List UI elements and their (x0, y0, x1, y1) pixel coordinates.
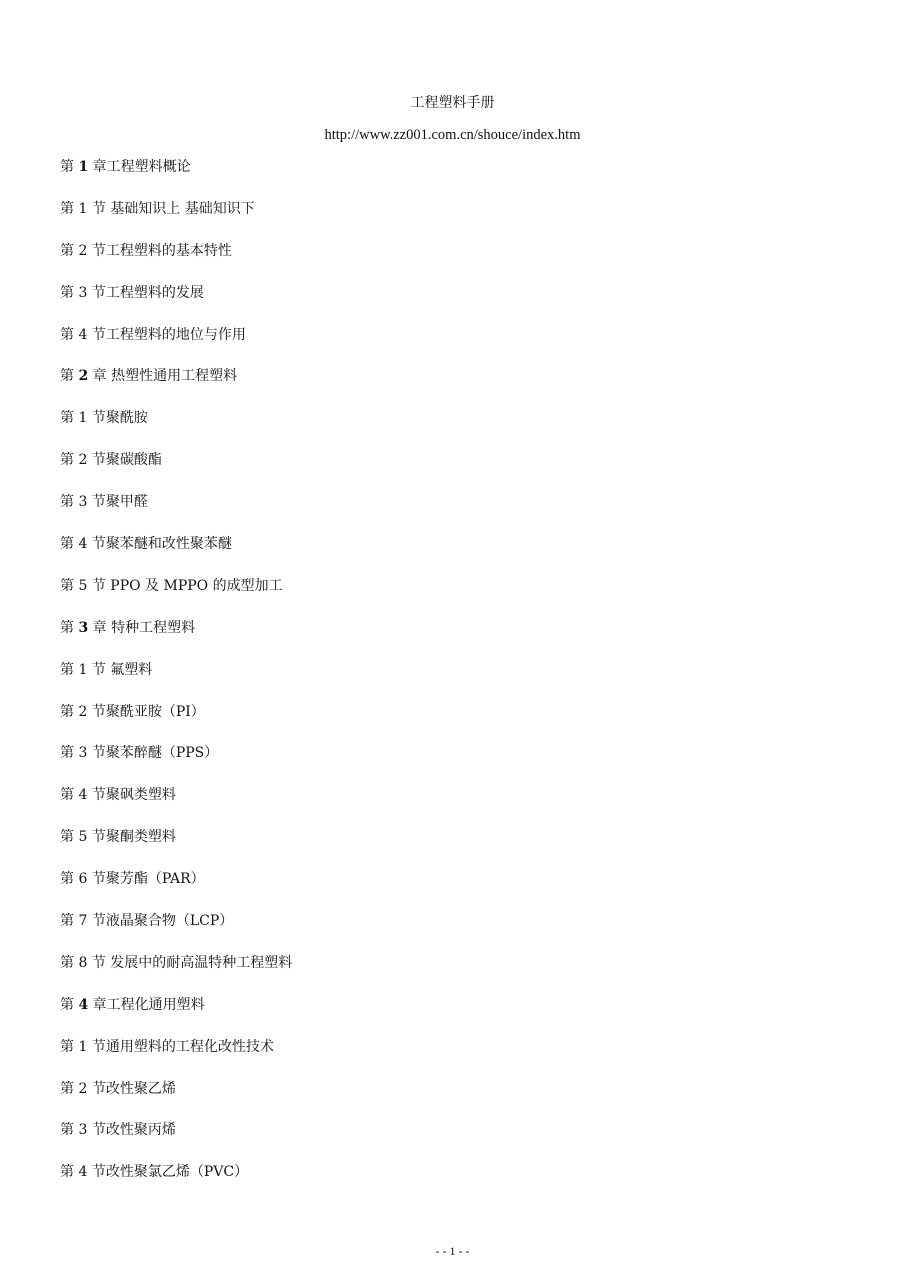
toc-entry-post: 节改性聚丙烯 (87, 1122, 176, 1139)
toc-entry-num: 4 (78, 996, 89, 1013)
toc-entry-pre: 第 (60, 368, 79, 385)
toc-entry-num: 7 (78, 913, 88, 930)
document-title: 工程塑料手册 (410, 95, 495, 111)
toc-entry-pre: 第 (60, 1122, 79, 1139)
toc-entry-num: 1 (78, 410, 88, 427)
toc-chapter-entry (60, 367, 292, 409)
toc-entry-post: 章 特种工程塑料 (88, 619, 196, 636)
toc-entry-num: 5 (78, 829, 88, 846)
toc-entry-pre: 第 (60, 619, 79, 636)
toc-entry-pre: 第 (60, 871, 79, 888)
toc-section-entry (60, 954, 292, 996)
toc-entry-pre: 第 (60, 954, 79, 971)
toc-entry-pre: 第 (60, 1164, 79, 1181)
toc-entry-post: 节工程塑料的发展 (87, 284, 204, 301)
toc-section-entry (60, 744, 292, 786)
toc-section-entry (60, 912, 292, 954)
toc-entry-pre: 第 (60, 452, 79, 469)
toc-entry-pre: 第 (60, 577, 79, 594)
toc-entry-post: 节改性聚乙烯 (87, 1080, 176, 1097)
toc-entry-pre: 第 (60, 494, 79, 511)
toc-section-entry (60, 661, 292, 703)
table-of-contents (60, 158, 292, 1205)
toc-entry-num: 3 (78, 284, 88, 301)
toc-entry-post: 节工程塑料的地位与作用 (87, 326, 246, 343)
toc-section-entry (60, 493, 292, 535)
toc-entry-pre: 第 (60, 913, 79, 930)
toc-entry-num: 4 (78, 1164, 88, 1181)
toc-section-entry (60, 242, 292, 284)
toc-section-entry (60, 1038, 292, 1080)
toc-entry-num: 2 (78, 368, 89, 385)
toc-section-entry (60, 451, 292, 493)
toc-entry-post: 节聚苯醚和改性聚苯醚 (87, 536, 232, 553)
toc-entry-num: 2 (78, 242, 88, 259)
toc-entry-post: 节聚芳酯（PAR） (87, 871, 205, 888)
toc-entry-num: 4 (78, 536, 88, 553)
page-number: - - 1 - - (435, 1244, 470, 1258)
toc-entry-post: 节工程塑料的基本特性 (87, 242, 232, 259)
toc-entry-post: 章工程化通用塑料 (88, 996, 205, 1013)
toc-entry-pre: 第 (60, 410, 79, 427)
toc-entry-num: 3 (78, 745, 88, 762)
toc-entry-pre: 第 (60, 745, 79, 762)
toc-entry-num: 5 (78, 577, 88, 594)
toc-entry-post: 节聚苯醉醚（PPS） (87, 745, 219, 762)
toc-chapter-entry (60, 619, 292, 661)
toc-entry-post: 节聚酮类塑料 (87, 829, 176, 846)
toc-entry-num: 1 (78, 200, 88, 217)
toc-entry-pre: 第 (60, 536, 79, 553)
toc-entry-num: 3 (78, 1122, 88, 1139)
toc-entry-num: 3 (78, 494, 88, 511)
toc-entry-post: 节 PPO 及 MPPO 的成型加工 (87, 577, 283, 594)
toc-entry-post: 节 发展中的耐高温特种工程塑料 (87, 954, 293, 971)
toc-entry-num: 8 (78, 954, 88, 971)
toc-section-entry (60, 1121, 292, 1163)
toc-entry-num: 4 (78, 326, 88, 343)
toc-section-entry (60, 828, 292, 870)
toc-entry-pre: 第 (60, 242, 79, 259)
toc-entry-num: 1 (78, 661, 88, 678)
toc-entry-post: 节聚酰亚胺（PI） (87, 703, 205, 720)
toc-entry-num: 1 (78, 1038, 88, 1055)
toc-entry-pre: 第 (60, 787, 79, 804)
toc-entry-post: 节 基础知识上 基础知识下 (87, 200, 255, 217)
toc-entry-post: 节液晶聚合物（LCP） (87, 913, 234, 930)
toc-section-entry (60, 326, 292, 368)
toc-entry-pre: 第 (60, 326, 79, 343)
toc-chapter-entry (60, 996, 292, 1038)
toc-section-entry (60, 200, 292, 242)
toc-entry-num: 2 (78, 1080, 88, 1097)
toc-entry-num: 2 (78, 452, 88, 469)
toc-section-entry (60, 577, 292, 619)
toc-entry-post: 节聚甲醛 (87, 494, 148, 511)
toc-entry-num: 2 (78, 703, 88, 720)
toc-section-entry (60, 870, 292, 912)
toc-entry-post: 节 氟塑料 (87, 661, 153, 678)
toc-section-entry (60, 786, 292, 828)
toc-section-entry (60, 535, 292, 577)
toc-entry-pre: 第 (60, 1038, 79, 1055)
toc-entry-pre: 第 (60, 829, 79, 846)
toc-section-entry (60, 703, 292, 745)
toc-entry-pre: 第 (60, 200, 79, 217)
toc-entry-pre: 第 (60, 1080, 79, 1097)
toc-entry-pre: 第 (60, 996, 79, 1013)
toc-entry-post: 章工程塑料概论 (88, 159, 191, 175)
toc-entry-pre: 第 (60, 159, 79, 175)
toc-entry-post: 节聚碳酸酯 (87, 452, 162, 469)
toc-entry-post: 节通用塑料的工程化改性技术 (87, 1038, 274, 1055)
toc-entry-num: 3 (78, 619, 89, 636)
toc-section-entry (60, 409, 292, 451)
toc-entry-post: 节聚砜类塑料 (87, 787, 176, 804)
toc-entry-pre: 第 (60, 703, 79, 720)
toc-chapter-entry (60, 158, 292, 200)
toc-section-entry (60, 1163, 292, 1205)
toc-entry-post: 节改性聚氯乙烯（PVC） (87, 1164, 249, 1181)
toc-section-entry (60, 284, 292, 326)
toc-entry-post: 节聚酰胺 (87, 410, 148, 427)
toc-entry-post: 章 热塑性通用工程塑料 (88, 368, 238, 385)
toc-entry-pre: 第 (60, 661, 79, 678)
toc-entry-num: 4 (78, 787, 88, 804)
toc-entry-pre: 第 (60, 284, 79, 301)
toc-section-entry (60, 1080, 292, 1122)
document-url: http://www.zz001.com.cn/shouce/index.htm (324, 127, 581, 143)
toc-entry-num: 1 (78, 159, 89, 175)
toc-entry-num: 6 (78, 871, 88, 888)
